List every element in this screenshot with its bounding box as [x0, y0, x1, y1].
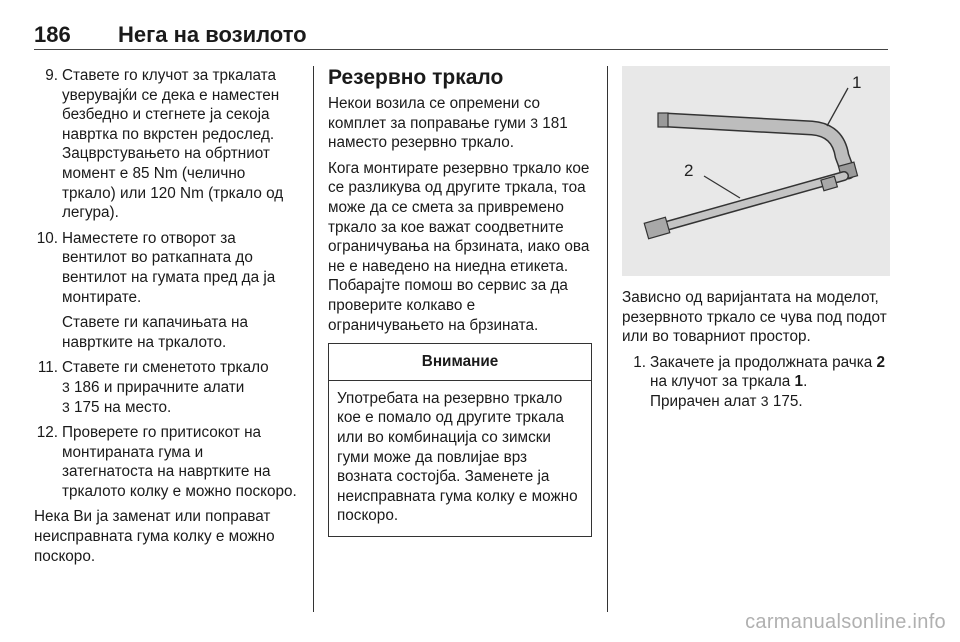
- step-1: [622, 353, 890, 412]
- step-number: 1.: [633, 353, 646, 371]
- step-text: и прирачните алати: [103, 378, 245, 396]
- step-text: Наместете го отворот за вентилот во раткапната до вентилот на гумата пред да ја монтирате.: [62, 229, 276, 306]
- step-number: 11.: [37, 359, 58, 377]
- page-ref-icon: 3: [62, 398, 70, 415]
- page-ref-icon: 3: [530, 114, 539, 131]
- figure-label-2: 2: [684, 161, 694, 180]
- step-text: .: [798, 392, 803, 410]
- step-number: 10.: [36, 229, 58, 247]
- warning-box: [328, 343, 592, 537]
- step-text: Ставете ги сменетото тркало: [62, 359, 269, 377]
- paragraph: [328, 94, 592, 153]
- step-text: на клучот за тркала: [650, 373, 791, 391]
- header-rule: [34, 49, 888, 50]
- step-text: Ставете го клучот за тркалата уверувајќи се дека е наместен безбедно и стегнете ја секоја навртка по вкрстен редослед. Зацврстувањето на обртниот момент е 85 Nm (челично тркало) или 120 Nm (тркало од легура).: [62, 67, 284, 222]
- wheel-wrench-illustration: [622, 66, 890, 276]
- watermark: carmanualsonline.info: [745, 611, 946, 633]
- step-9: [34, 66, 298, 223]
- column-2: [328, 66, 592, 537]
- page-ref-link[interactable]: 181: [542, 114, 568, 132]
- bold-ref: 1: [794, 373, 804, 391]
- step-text: Прирачен алат: [650, 392, 757, 410]
- wheel-wrench-figure: [622, 66, 890, 276]
- warning-text: Употребата на резервно тркало кое е помало од другите тркала или во комбинација со зимски гуми може да повлијае врз возната состојба. Заменете ја неисправната гума колку е можно поскоро.: [337, 389, 578, 525]
- step-text: на место.: [103, 398, 172, 416]
- warning-title: Внимание: [329, 344, 591, 381]
- page-header: [34, 22, 888, 52]
- step-subtext: Ставете ги капачињата на навртките на тркалото.: [62, 314, 248, 351]
- paragraph-text: наместо резервно тркало.: [328, 134, 514, 152]
- column-divider-1: [313, 66, 314, 612]
- step-12: [34, 423, 298, 501]
- paragraph: Кога монтирате резервно тркало кое се разликува од другите тркала, тоа може да се смета за привремено тркало за кое важат соодветните ограничувања на брзината, иако ова не е наведено на ниедна етикета. Побарајте помош во сервис за да проверите колкаво е ограничувањето на брзината.: [328, 159, 590, 334]
- step-text: Закачете ја продолжната рачка: [650, 353, 873, 371]
- page-ref-link[interactable]: 186: [74, 378, 100, 396]
- step-number: 12.: [36, 424, 58, 442]
- closing-paragraph: Нека Ви ја заменат или поправат неисправната гума колку е можно поскоро.: [34, 508, 275, 565]
- figure-label-1: 1: [852, 73, 862, 92]
- page-title: Нега на возилото: [118, 22, 307, 47]
- step-number: 9.: [45, 67, 58, 84]
- step-11: [34, 358, 298, 417]
- column-3: [622, 66, 890, 418]
- bold-ref: 2: [876, 353, 886, 371]
- paragraph: Зависно од варијантата на моделот, резервното тркало се чува под подот или во товарниот простор.: [622, 289, 887, 346]
- column-1: [34, 66, 298, 572]
- page-ref-link[interactable]: 175: [74, 398, 100, 416]
- page-ref-icon: 3: [62, 378, 70, 395]
- step-text: Проверете го притисокот на монтираната гума и затегнатоста на навртките на тркалото колку е можно поскоро.: [62, 424, 297, 500]
- page-number: 186: [34, 22, 71, 47]
- page-ref-link[interactable]: 175: [772, 392, 799, 410]
- step-text: .: [803, 373, 808, 391]
- step-10: [34, 229, 298, 353]
- column-divider-2: [607, 66, 608, 612]
- page-ref-icon: 3: [760, 392, 769, 409]
- paragraph-text: Некои возила се опремени со комплет за поправање гуми: [328, 95, 541, 132]
- section-heading: Резервно тркало: [328, 66, 504, 89]
